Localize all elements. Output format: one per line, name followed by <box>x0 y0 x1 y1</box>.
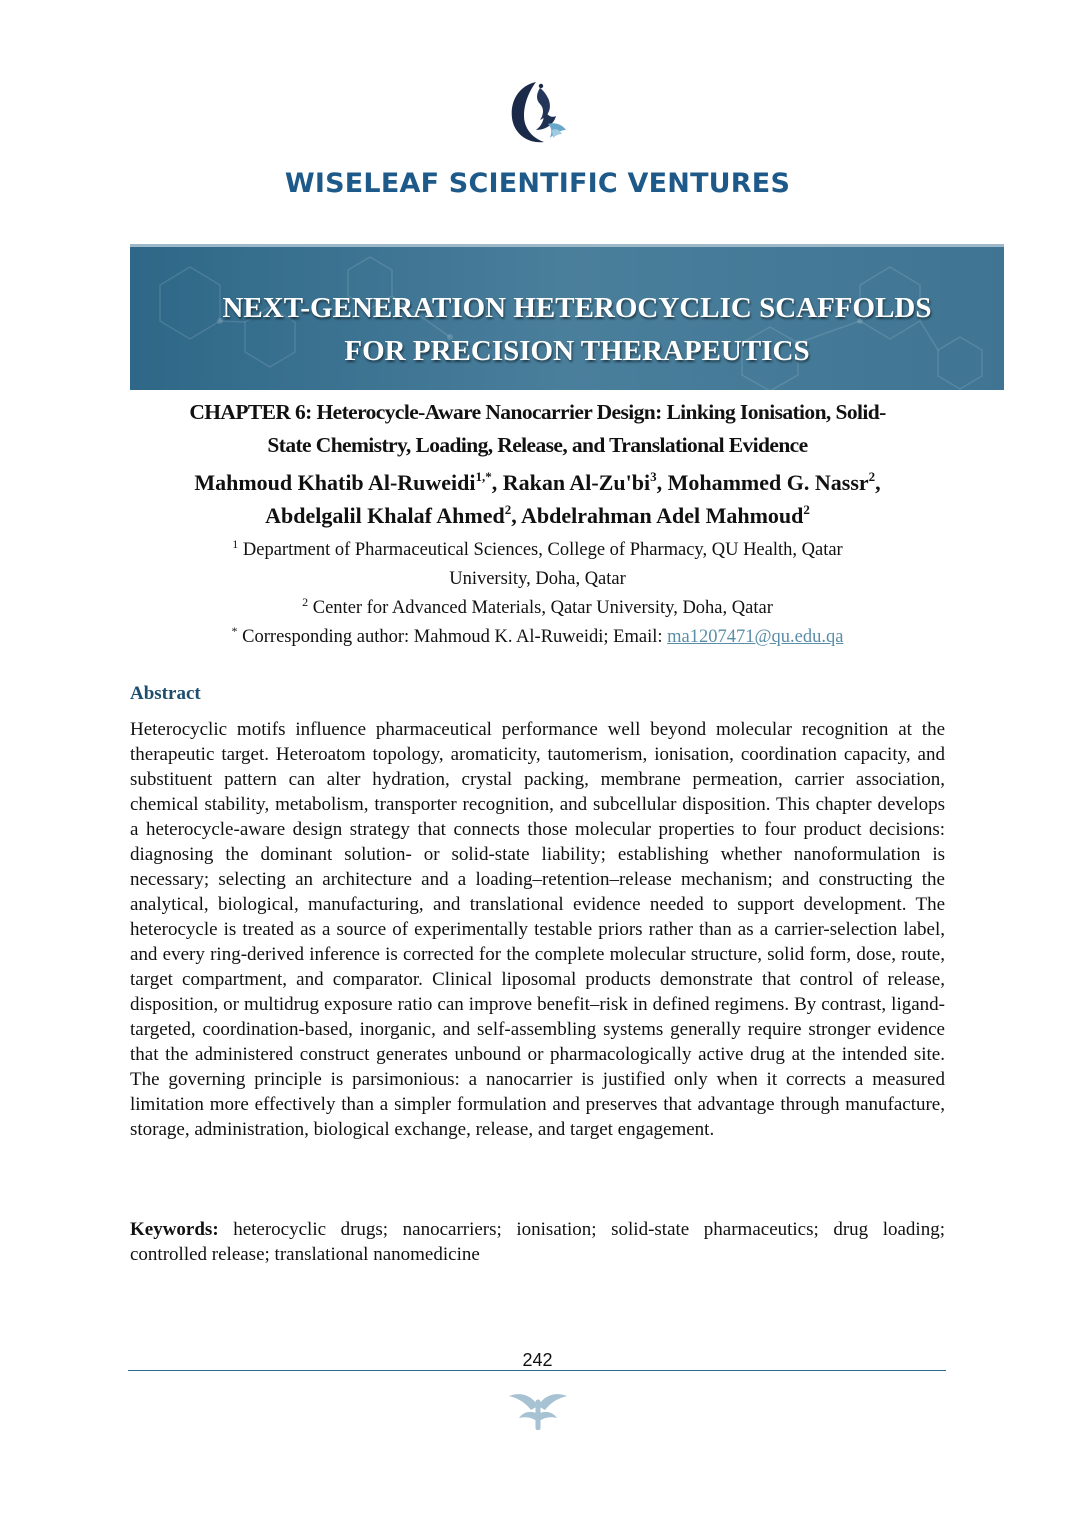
author-name: Abdelrahman Adel Mahmoud <box>521 503 804 528</box>
author-affiliation-mark: 2 <box>504 502 512 517</box>
author-separator: , <box>875 470 881 495</box>
keywords-label: Keywords: <box>130 1219 219 1240</box>
author-name: Mohammed G. Nassr <box>667 470 869 495</box>
keywords-text: heterocyclic drugs; nanocarriers; ionisation; solid-state pharmaceutics; drug loading; controlled release; translational nanomedicine <box>130 1219 945 1265</box>
affiliation-mark: 1 <box>232 537 239 551</box>
affiliation-text: Center for Advanced Materials, Qatar University, Doha, Qatar <box>308 598 773 618</box>
affiliation-1 <box>130 536 945 565</box>
author-name: Abdelgalil Khalaf Ahmed <box>265 503 505 528</box>
author-separator: , <box>656 470 668 495</box>
affiliation-1-continued: University, Doha, Qatar <box>449 569 626 589</box>
author-affiliation-mark: 1,* <box>475 469 492 484</box>
page-number: 242 <box>522 1350 553 1370</box>
chapter-title <box>130 396 945 462</box>
affiliation-text: Department of Pharmaceutical Sciences, College of Pharmacy, QU Health, Qatar <box>238 540 843 560</box>
publisher-logo <box>0 78 1075 153</box>
publisher-name: WISELEAF SCIENTIFIC VENTURES <box>284 168 791 199</box>
email-link[interactable]: ma1207471@qu.edu.qa <box>667 627 844 647</box>
affiliations <box>130 536 945 652</box>
author-separator: , <box>491 470 503 495</box>
chapter-title-line-1: CHAPTER 6: Heterocycle-Aware Nanocarrier Design: Linking Ionisation, Solid- <box>189 400 886 424</box>
author-list <box>130 466 945 532</box>
book-title-line-1: NEXT-GENERATION HETEROCYCLIC SCAFFOLDS <box>222 292 932 324</box>
affiliation-mark: 2 <box>302 595 309 609</box>
author-name: Mahmoud Khatib Al-Ruweidi <box>194 470 476 495</box>
corresponding-text: Corresponding author: Mahmoud K. Al-Ruweidi; Email: <box>237 627 668 647</box>
wiseleaf-logo-icon <box>506 78 570 148</box>
author-affiliation-mark: 3 <box>650 469 657 484</box>
corresponding-mark: * <box>231 624 238 638</box>
wiseleaf-footer-leaf-icon <box>507 1384 569 1430</box>
book-title-line-2: FOR PRECISION THERAPEUTICS <box>344 335 810 367</box>
author-line-2 <box>130 499 945 532</box>
footer-divider <box>128 1370 946 1371</box>
author-separator: , <box>511 503 521 528</box>
corresponding-author <box>130 623 945 652</box>
abstract-body: Heterocyclic motifs influence pharmaceutical performance well beyond molecular recognition at the therapeutic target. Heteroatom topology, aromaticity, tautomerism, ionisation, coordination capacity, and substituent pattern can alter hydration, crystal packing, membrane permeation, carrier association, chemical stability, metabolism, transporter recognition, and subcellular disposition. This chapter develops a heterocycle-aware design strategy that connects those molecular properties to four product decisions: diagnosing the dominant solution- or solid-state liability; establishing whether nanoformulation is necessary; selecting an architecture and a loading–retention–release mechanism; and constructing the analytical, biological, manufacturing, and translational evidence needed to support development. The heterocycle is treated as a source of experimentally testable priors rather than as a carrier-selection label, and every ring-derived inference is corrected for the complete molecular structure, solid form, dose, route, target compartment, and comparator. Clinical liposomal products demonstrate that control of release, disposition, or multidrug exposure ratio can improve benefit–risk in defined regimens. By contrast, ligand-targeted, coordination-based, inorganic, and self-assembling systems generally require stronger evidence that the administered construct generates unbound or pharmacologically active drug at the intended site. The governing principle is parsimonious: a nanocarrier is justified only when it corrects a measured limitation more effectively than a simpler formulation and preserves that advantage through manufacture, storage, administration, biological exchange, release, and target engagement. <box>130 719 945 1140</box>
affiliation-2 <box>130 594 945 623</box>
abstract-heading: Abstract <box>130 683 201 704</box>
keywords <box>130 1217 945 1267</box>
author-name: Rakan Al-Zu'bi <box>502 470 651 495</box>
author-line-1 <box>130 466 945 499</box>
author-affiliation-mark: 2 <box>803 502 810 517</box>
book-title <box>130 287 1004 373</box>
chapter-title-line-2: State Chemistry, Loading, Release, and Translational Evidence <box>267 433 808 457</box>
footer-mark <box>507 1384 569 1435</box>
book-title-banner <box>130 244 1004 390</box>
author-affiliation-mark: 2 <box>868 469 876 484</box>
